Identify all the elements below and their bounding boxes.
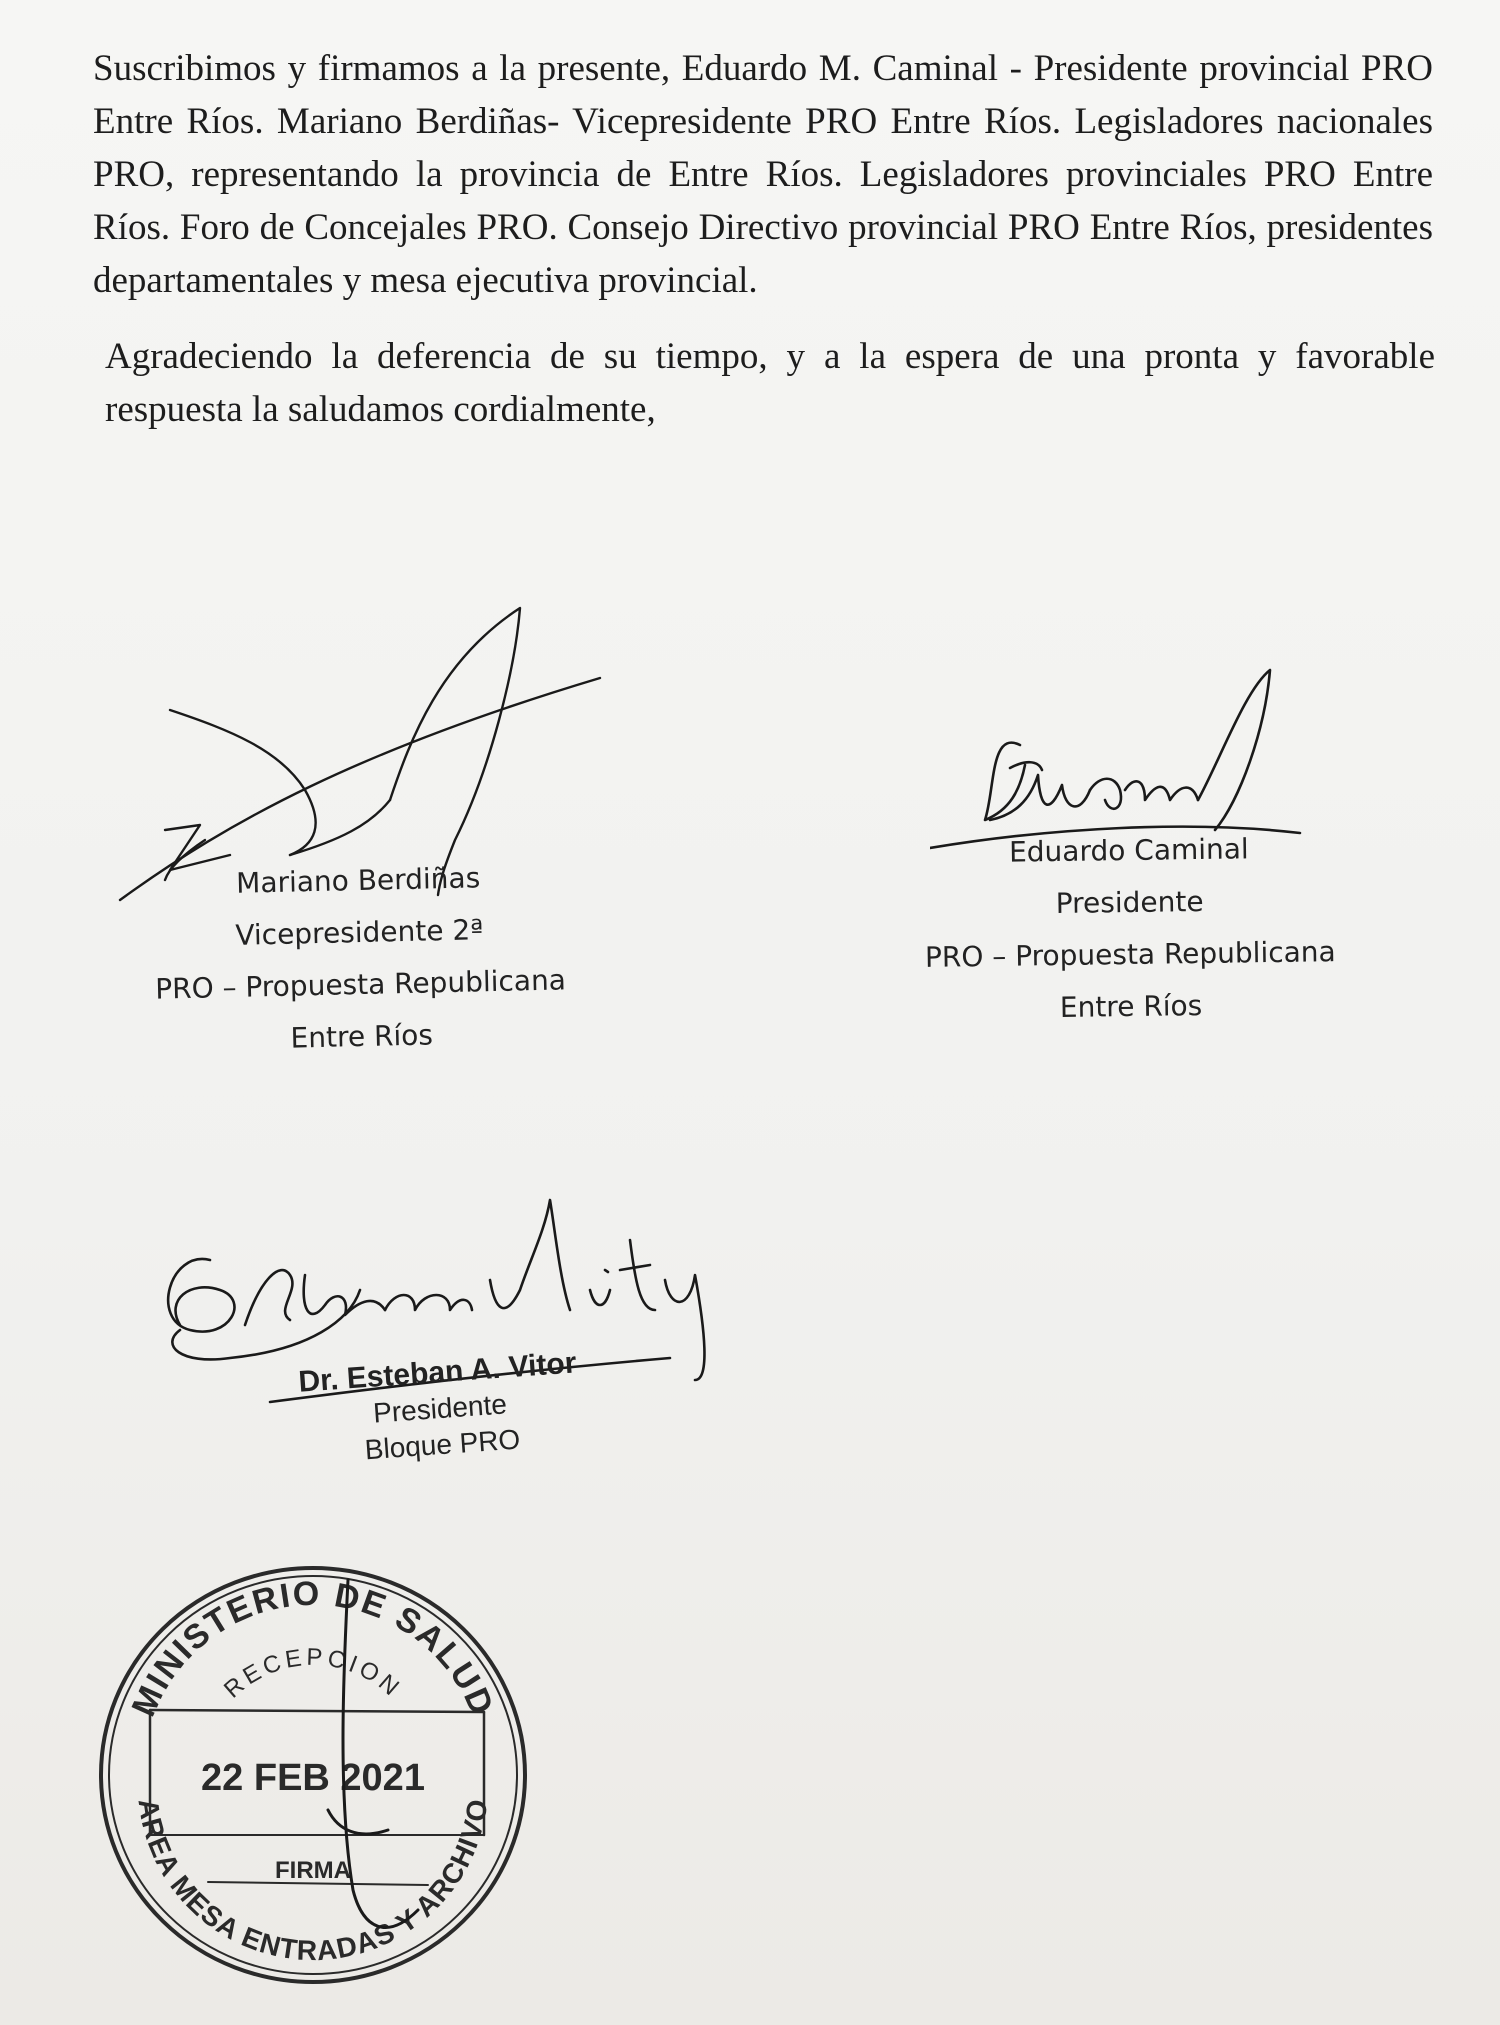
stamp-ministry: MINISTERIO DE SALUD: [124, 1574, 502, 1723]
stamp-reception: RECEPCION: [218, 1643, 408, 1704]
signatory-province: Entre Ríos: [290, 1018, 434, 1055]
letter-paragraph-signatories: Suscribimos y firmamos a la presente, Eduardo M. Caminal - Presidente provincial PRO Entre Ríos. Mariano Berdiñas- Vicepresidente PRO Entre Ríos. Legisladores nacionales PRO, representando la provincia de Entre Ríos. Legisladores provinciales PRO Entre Ríos. Foro de Concejales PRO. Consejo Directivo provincial PRO Entre Ríos, presidentes departamentales y mesa ejecutiva provincial.: [93, 48, 1433, 301]
signatory-name: Eduardo Caminal: [1008, 832, 1249, 869]
stamp-office: AREA MESA ENTRADAS Y ARCHIVO: [132, 1796, 494, 1967]
reception-stamp: [88, 1560, 538, 1990]
stamp-date: 22 FEB 2021: [201, 1757, 425, 1799]
signature-block-caminal: [899, 822, 1362, 1036]
signatory-bloc: Bloque PRO: [363, 1423, 522, 1466]
signatory-title: Vicepresidente 2ª: [235, 913, 484, 952]
signatory-party: PRO – Propuesta Republicana: [924, 935, 1336, 974]
signature-block-berdinas: [128, 850, 593, 1068]
signatory-title: Presidente: [1055, 884, 1204, 921]
signatory-title: Presidente: [372, 1388, 508, 1429]
signatory-name: Dr. Esteban A. Vitor: [297, 1346, 578, 1399]
signatory-party: PRO – Propuesta Republicana: [154, 963, 567, 1006]
stamp-signature-label: FIRMA: [275, 1857, 351, 1884]
signatory-province: Entre Ríos: [1059, 988, 1203, 1024]
letter-paragraph-closing: Agradeciendo la deferencia de su tiempo, y a la espera de una pronta y favorable respuesta la saludamos cordialmente,: [105, 336, 1435, 430]
signatory-name: Mariano Berdiñas: [235, 861, 481, 900]
